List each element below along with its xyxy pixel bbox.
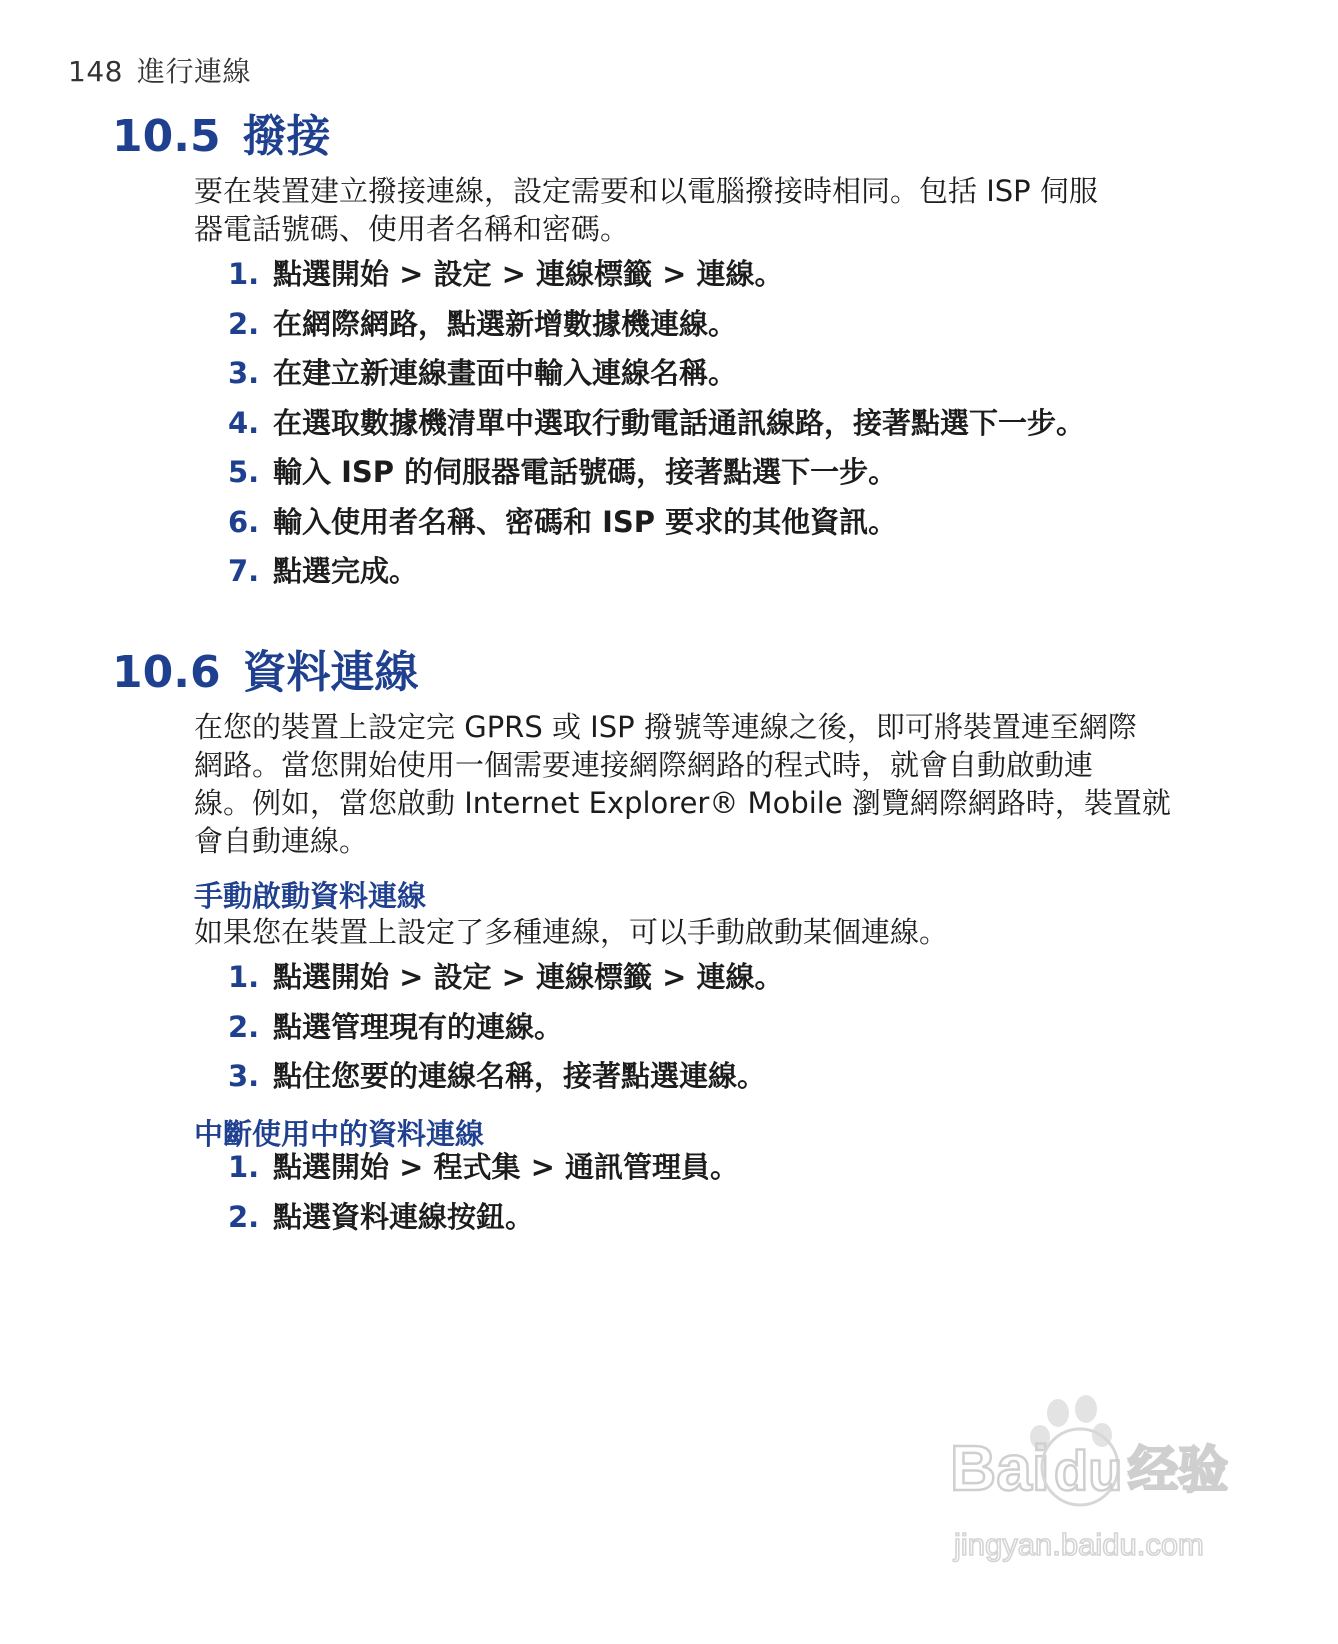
step-text: 點選管理現有的連線。	[273, 1009, 564, 1044]
step-item	[228, 305, 1085, 355]
step-text: 輸入使用者名稱、密碼和 ISP 要求的其他資訊。	[273, 504, 898, 539]
step-number: 5.	[228, 455, 260, 489]
step-number: 1.	[228, 960, 260, 994]
baidu-watermark	[950, 1395, 1250, 1595]
subsection-intro: 如果您在裝置上設定了多種連線，可以手動啟動某個連線。	[194, 915, 949, 949]
step-item	[228, 404, 1085, 454]
step-text: 點選開始 > 設定 > 連線標籤 > 連線。	[273, 257, 784, 291]
running-header	[68, 50, 251, 90]
section-intro-10-5	[194, 172, 1204, 248]
step-item	[228, 453, 1085, 503]
step-item	[228, 354, 1085, 404]
subheading-manual-start: 手動啟動資料連線	[194, 879, 427, 913]
section-heading-10-6	[112, 636, 419, 700]
step-number: 2.	[228, 1009, 260, 1044]
intro-line: 會自動連線。	[194, 824, 369, 858]
step-item	[228, 255, 1085, 305]
step-number: 2.	[228, 306, 260, 341]
intro-line: 網路。當您開始使用一個需要連接網際網路的程式時，就會自動啟動連	[194, 748, 1094, 782]
step-item	[228, 1057, 783, 1107]
step-item	[228, 1198, 739, 1248]
step-number: 1.	[228, 1150, 260, 1184]
step-item	[228, 552, 1085, 602]
section-number: 10.6	[112, 647, 221, 698]
steps-list-manual-start	[228, 958, 783, 1107]
step-number: 3.	[228, 1059, 260, 1093]
subheading-disconnect: 中斷使用中的資料連線	[194, 1117, 485, 1151]
steps-list-10-5	[228, 255, 1085, 602]
step-number: 7.	[228, 554, 260, 588]
step-number: 1.	[228, 257, 260, 291]
step-text: 在網際網路，點選新增數據機連線。	[273, 306, 738, 341]
step-text: 點選資料連線按鈕。	[273, 1199, 535, 1234]
section-title: 資料連線	[242, 647, 419, 698]
step-text: 在建立新連線畫面中輸入連線名稱。	[273, 356, 738, 390]
page-number: 148	[68, 55, 123, 88]
step-item	[228, 503, 1085, 553]
section-intro-10-6	[194, 708, 1204, 860]
chapter-title: 進行連線	[136, 55, 251, 88]
intro-line: 器電話號碼、使用者名稱和密碼。	[194, 212, 630, 246]
step-text: 輸入 ISP 的伺服器電話號碼，接著點選下一步。	[273, 455, 898, 489]
step-text: 點選開始 > 程式集 > 通訊管理員。	[273, 1150, 739, 1184]
steps-list-disconnect	[228, 1148, 739, 1247]
step-text: 點選開始 > 設定 > 連線標籤 > 連線。	[273, 960, 784, 994]
section-number: 10.5	[112, 111, 221, 162]
watermark-url: jingyan.baidu.com	[954, 1527, 1204, 1562]
step-number: 4.	[228, 405, 260, 440]
section-heading-10-5	[112, 100, 331, 164]
step-number: 2.	[228, 1199, 260, 1234]
watermark-brand: Bai	[950, 1432, 1050, 1504]
section-title: 撥接	[242, 111, 331, 162]
step-item	[228, 1148, 739, 1198]
step-number: 3.	[228, 356, 260, 390]
step-item	[228, 958, 783, 1008]
intro-line: 線。例如，當您啟動 Internet Explorer® Mobile 瀏覽網際網路時，裝置就	[194, 786, 1171, 820]
step-text: 點住您要的連線名稱，接著點選連線。	[273, 1059, 767, 1093]
watermark-jingyan: 经验	[1128, 1441, 1228, 1499]
step-number: 6.	[228, 504, 260, 539]
step-text: 點選完成。	[273, 554, 419, 588]
watermark-brand-du: du	[1054, 1439, 1123, 1502]
intro-line: 在您的裝置上設定完 GPRS 或 ISP 撥號等連線之後，即可將裝置連至網際	[194, 710, 1137, 744]
step-text: 在選取數據機清單中選取行動電話通訊線路，接著點選下一步。	[273, 405, 1086, 440]
intro-line: 要在裝置建立撥接連線，設定需要和以電腦撥接時相同。包括 ISP 伺服	[194, 174, 1098, 208]
step-item	[228, 1008, 783, 1058]
